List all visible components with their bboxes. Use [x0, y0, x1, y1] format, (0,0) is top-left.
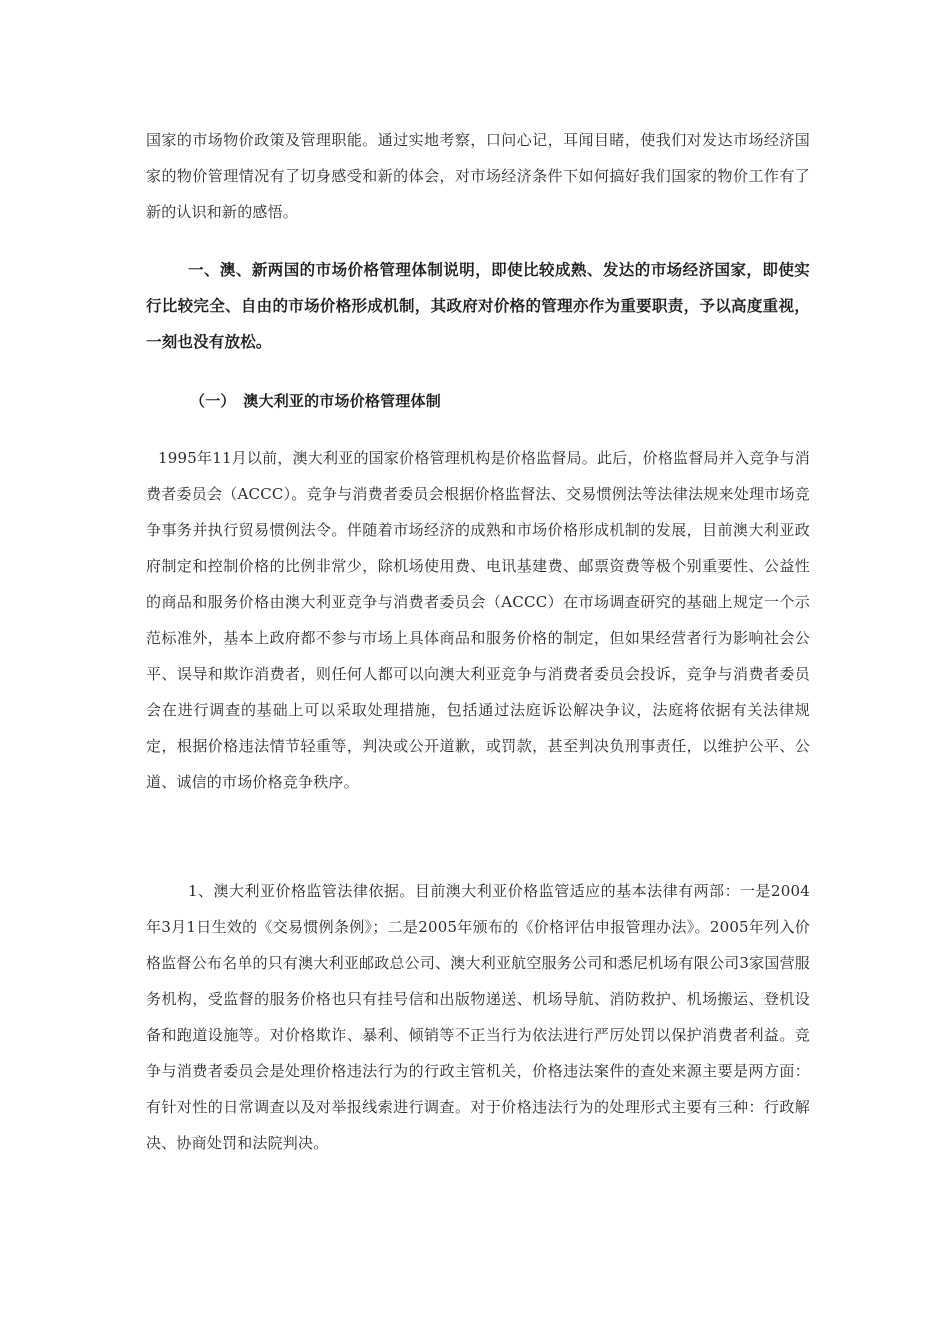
australia-system-paragraph: 1995年11月以前，澳大利亚的国家价格管理机构是价格监督局。此后，价格监督局并入竞争与消费者委员会（ACCC）。竞争与消费者委员会根据价格监督法、交易惯例法等法律法规来处理市场竞争事务并执行贸易惯例法令。伴随着市场经济的成熟和市场价格形成机制的发展，目前澳大利亚政府制定和控制价格的比例非常少，除机场使用费、电讯基建费、邮票资费等极个别重要性、公益性的商品和服务价格由澳大利亚竞争与消费者委员会（ACCC）在市场调查研究的基础上规定一个示范标准外，基本上政府都不参与市场上具体商品和服务价格的制定，但如果经营者行为影响社会公平、误导和欺诈消费者，则任何人都可以向澳大利亚竞争与消费者委员会投诉，竞争与消费者委员会在进行调查的基础上可以采取处理措施，包括通过法庭诉讼解决争议，法庭将依据有关法律规定，根据价格违法情节轻重等，判决或公开道歉，或罚款，甚至判决负刑事责任，以维护公平、公道、诚信的市场价格竞争秩序。 [146, 449, 810, 791]
legal-basis-paragraph: 1、澳大利亚价格监管法律依据。目前澳大利亚价格监管适应的基本法律有两部：一是2004年3月1日生效的《交易惯例条例》；二是2005年颁布的《价格评估申报管理办法》。2005年列入价格监督公布名单的只有澳大利亚邮政总公司、澳大利亚航空服务公司和悉尼机场有限公司3家国营服务机构，受监督的服务价格也只有挂号信和出版物递送、机场导航、消防救护、机场搬运、登机设备和跑道设施等。对价格欺诈、暴利、倾销等不正当行为依法进行严厉处罚以保护消费者利益。竞争与消费者委员会是处理价格违法行为的行政主管机关，价格违法案件的查处来源主要是两方面：有针对性的日常调查以及对举报线索进行调查。对于价格违法行为的处理形式主要有三种：行政解决、协商处罚和法院判决。 [146, 882, 810, 1152]
subsection-1-heading: （一） 澳大利亚的市场价格管理体制 [190, 392, 441, 410]
section-1-heading: 一、澳、新两国的市场价格管理体制说明，即使比较成熟、发达的市场经济国家，即使实行比较完全、自由的市场价格形成机制，其政府对价格的管理亦作为重要职责，予以高度重视，一刻也没有放松。 [146, 260, 810, 351]
intro-continuation-paragraph: 国家的市场物价政策及管理职能。通过实地考察，口问心记，耳闻目睹，使我们对发达市场经济国家的物价管理情况有了切身感受和新的体会，对市场经济条件下如何搞好我们国家的物价工作有了新的认识和新的感悟。 [146, 131, 810, 221]
